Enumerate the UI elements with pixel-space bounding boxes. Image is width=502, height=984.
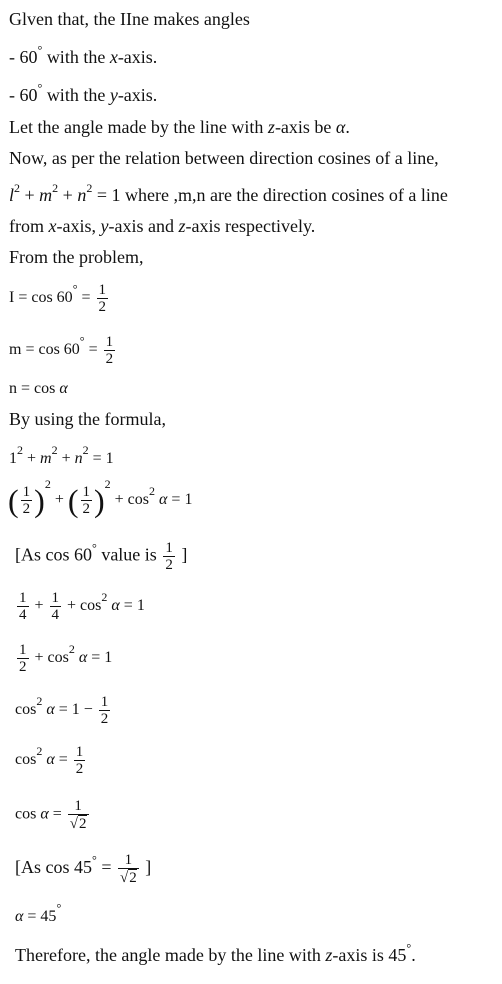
numerator: 1 — [98, 282, 107, 298]
denominator: 2 — [105, 351, 114, 367]
note-cos60 — [15, 540, 187, 573]
text-fragment: [As cos 45 — [15, 857, 92, 878]
var-alpha: α — [59, 380, 68, 397]
equals-one: = 1 — [88, 450, 114, 467]
paren-close: ) — [34, 482, 45, 519]
radical-sign: √ — [69, 816, 78, 832]
equation-m — [9, 334, 117, 367]
equals-one: = 1 — [92, 185, 121, 205]
equation-alpha-result — [15, 901, 62, 928]
equals-one: = 1 — [119, 597, 145, 615]
text-fragment: + cos — [63, 597, 102, 615]
exponent: 2 — [14, 181, 21, 195]
var-m: m — [40, 450, 52, 467]
var-alpha: α — [42, 701, 55, 719]
text-fragment: -axis is 45 — [332, 945, 407, 965]
equation-cos2-half — [15, 744, 87, 777]
degree-symbol: ° — [37, 81, 43, 95]
plus-sign: + — [58, 185, 78, 205]
text-line-7 — [9, 215, 315, 237]
text-fragment: -axis be — [274, 117, 336, 137]
numerator: 1 — [22, 484, 31, 500]
var-n: n — [74, 450, 83, 467]
equals-sign: = — [77, 289, 95, 307]
equals-one: = 1 — [87, 649, 113, 667]
text-line-12 — [9, 408, 166, 430]
exponent: 2 — [149, 484, 156, 499]
numerator: 1 — [165, 540, 173, 556]
angle-y-value: - 60 — [9, 85, 38, 105]
denominator: 2 — [98, 299, 107, 315]
var-alpha: α — [42, 751, 55, 769]
text-fragment: 1 — [9, 450, 17, 467]
text-fragment: . — [411, 945, 416, 965]
text-fragment: I = cos 60 — [9, 289, 73, 307]
equation-cos2-diff — [15, 694, 112, 727]
equals-one: = 1 — [167, 491, 193, 509]
numerator: 1 — [105, 334, 114, 350]
denominator — [118, 868, 139, 886]
var-alpha: α — [335, 117, 346, 137]
text-fragment: -axis. — [117, 47, 158, 67]
text-fragment: Let the angle made by the line with — [9, 117, 268, 137]
text-fragment: n = cos — [9, 380, 60, 397]
degree-symbol: ° — [37, 43, 43, 57]
denominator: 2 — [165, 557, 173, 573]
numerator: 1 — [82, 484, 90, 500]
exponent: 2 — [82, 443, 89, 457]
paren-open: ( — [67, 482, 79, 519]
plus-sign: + — [23, 450, 41, 467]
fraction-quarter — [50, 590, 62, 623]
text-fragment: -axis. — [117, 85, 158, 105]
numerator: 1 — [75, 744, 84, 760]
var-alpha: α — [40, 805, 49, 823]
plus-sign: + — [50, 491, 68, 509]
denominator: 2 — [82, 501, 90, 517]
equals-sign: = — [84, 341, 102, 359]
text-fragment: Therefore, the angle made by the line with — [15, 945, 326, 965]
var-alpha: α — [74, 649, 88, 667]
degree-symbol: ° — [92, 853, 97, 868]
numerator: 1 — [19, 590, 27, 606]
degree-symbol: ° — [56, 901, 62, 915]
equals-sign: = — [96, 857, 116, 878]
exponent: 2 — [36, 744, 43, 759]
text-fragment: ] — [176, 544, 188, 565]
text-line-8 — [9, 246, 143, 268]
text-fragment: where ,m,n are the direction cosines of a line — [120, 185, 448, 205]
var-m: m — [39, 185, 53, 205]
var-x: x — [109, 47, 118, 67]
square-root — [120, 869, 137, 886]
text-fragment: + cos — [30, 649, 69, 667]
exponent: 2 — [44, 477, 51, 492]
text-line-2 — [9, 43, 158, 70]
equation-substituted — [8, 477, 193, 519]
fraction-half — [99, 694, 111, 727]
denominator: 4 — [51, 607, 60, 623]
var-alpha: α — [155, 491, 168, 509]
var-z: z — [178, 216, 186, 236]
equals-sign: = — [48, 805, 66, 823]
degree-symbol: ° — [406, 941, 412, 955]
paren-open: ( — [8, 482, 19, 519]
fraction-quarter — [17, 590, 29, 623]
text-fragment: cos — [15, 805, 41, 823]
text-fragment: from — [9, 216, 49, 236]
conclusion-line — [15, 941, 416, 968]
radicand: 2 — [79, 816, 87, 832]
equation-cos-alpha — [15, 798, 91, 832]
fraction-half — [81, 484, 93, 517]
exponent: 2 — [86, 181, 93, 195]
text-line-4 — [9, 116, 350, 138]
fraction-half — [74, 744, 86, 777]
equation-half — [15, 642, 112, 675]
text-fragment: m = cos 60 — [9, 341, 80, 359]
text-line-6 — [9, 181, 448, 208]
denominator: 2 — [75, 761, 84, 777]
equals-sign: = — [54, 751, 72, 769]
angle-x-value: - 60 — [9, 47, 38, 67]
text-line-1 — [9, 8, 250, 30]
var-n: n — [77, 185, 87, 205]
plus-sign: + — [57, 450, 75, 467]
equation-l — [9, 282, 110, 315]
degree-symbol: ° — [72, 282, 78, 297]
text-fragment: From the problem, — [9, 247, 144, 267]
numerator: 1 — [100, 694, 109, 710]
text-fragment: = 1 − — [54, 701, 97, 719]
equation-formula — [9, 443, 114, 470]
fraction-half — [21, 484, 33, 517]
degree-symbol: ° — [92, 540, 97, 555]
degree-symbol: ° — [79, 334, 85, 349]
text-fragment: + cos — [110, 491, 150, 509]
exponent: 2 — [101, 590, 108, 605]
exponent: 2 — [36, 694, 43, 709]
fraction-half — [97, 282, 109, 315]
text-fragment: cos — [15, 701, 37, 719]
text-fragment: . — [345, 117, 350, 137]
var-z: z — [325, 945, 333, 965]
denominator: 2 — [100, 711, 109, 727]
equation-n — [9, 378, 68, 400]
var-z: z — [267, 117, 275, 137]
text-fragment: value is — [96, 544, 162, 565]
text-fragment: ] — [140, 857, 152, 878]
exponent: 2 — [104, 477, 111, 492]
numerator: 1 — [124, 852, 133, 868]
text-line-5 — [9, 147, 439, 169]
text-line-3 — [9, 81, 158, 108]
paren-close: ) — [94, 482, 105, 519]
fraction-one-over-root2 — [118, 852, 139, 886]
var-l: l — [9, 185, 15, 205]
text-fragment: -axis respectively. — [185, 216, 316, 236]
var-y: y — [109, 85, 118, 105]
numerator: 1 — [51, 590, 60, 606]
relation-statement: Now, as per the relation between direction cosines of a line, — [9, 148, 439, 168]
var-x: x — [48, 216, 57, 236]
text-fragment: with the — [42, 85, 110, 105]
radical-sign: √ — [119, 870, 129, 886]
fraction-one-over-root2 — [68, 798, 89, 832]
var-alpha: α — [15, 908, 24, 925]
plus-sign: + — [30, 597, 48, 615]
text-fragment: = 45 — [23, 908, 57, 925]
exponent: 2 — [17, 443, 23, 457]
exponent: 2 — [68, 642, 75, 657]
numerator: 1 — [74, 798, 82, 814]
var-alpha: α — [107, 597, 120, 615]
fraction-half — [17, 642, 29, 675]
text-fragment: with the — [42, 47, 110, 67]
square-root — [70, 815, 87, 832]
fraction-half — [104, 334, 116, 367]
plus-sign: + — [20, 185, 40, 205]
text-fragment: -axis and — [108, 216, 179, 236]
denominator: 2 — [22, 501, 31, 517]
denominator: 4 — [19, 607, 27, 623]
note-cos45 — [15, 852, 151, 886]
numerator: 1 — [19, 642, 27, 658]
text-fragment: By using the formula, — [9, 409, 166, 429]
fraction-half — [163, 540, 175, 573]
denominator — [68, 814, 89, 832]
exponent: 2 — [51, 443, 58, 457]
equation-quarters — [15, 590, 145, 623]
denominator: 2 — [19, 659, 27, 675]
text-fragment: cos — [15, 751, 37, 769]
radicand: 2 — [129, 870, 137, 886]
given-statement: Glven that, the IIne makes angles — [9, 9, 250, 29]
var-y: y — [100, 216, 109, 236]
text-fragment: [As cos 60 — [15, 544, 92, 565]
text-fragment: -axis, — [56, 216, 101, 236]
exponent: 2 — [52, 181, 59, 195]
